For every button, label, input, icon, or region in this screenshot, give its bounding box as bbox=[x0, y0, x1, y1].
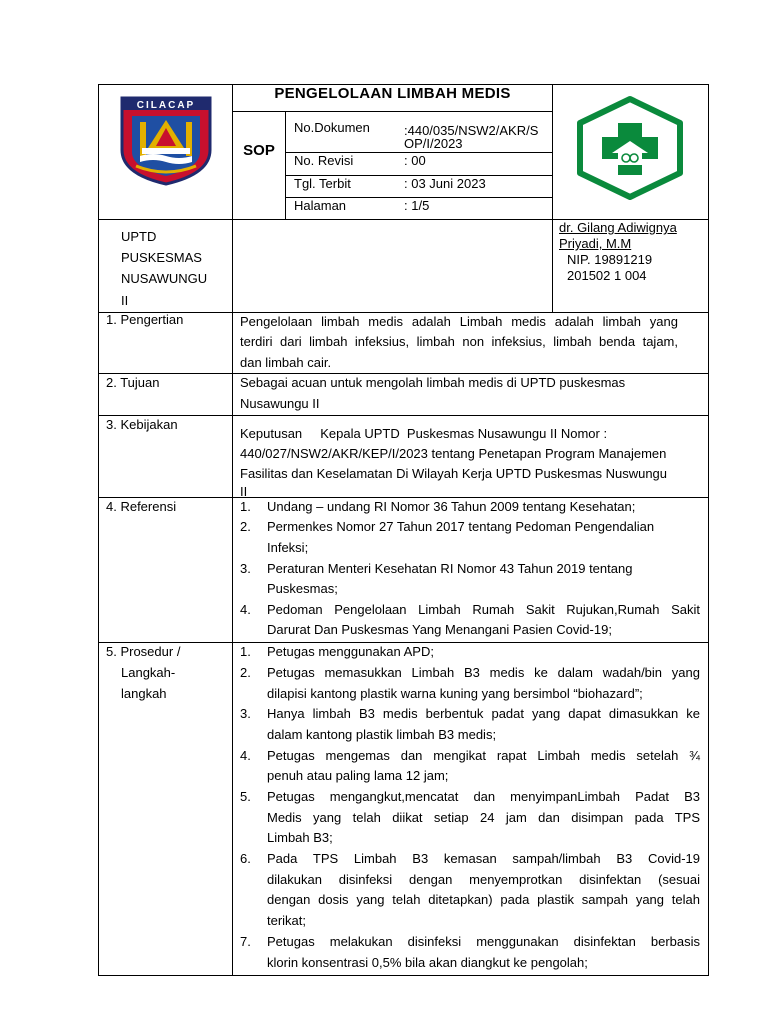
referensi-num-2: 2. bbox=[240, 519, 251, 534]
title-divider bbox=[232, 111, 552, 112]
sop-divider bbox=[285, 111, 286, 219]
pengertian-line-2: terdiri dari limbah infeksius, limbah non infeksius, limbah benda tajam, bbox=[240, 334, 678, 349]
label-tujuan: 2. Tujuan bbox=[106, 375, 160, 390]
doc-label-revisi: No. Revisi bbox=[294, 153, 354, 168]
prosedur-2-line-1: Petugas memasukkan Limbah B3 medis ke dalam wadah/bin yang bbox=[267, 665, 700, 680]
label-kebijakan: 3. Kebijakan bbox=[106, 417, 178, 432]
signer-name-1: dr. Gilang Adiwignya bbox=[559, 220, 677, 235]
doc-label-terbit: Tgl. Terbit bbox=[294, 176, 351, 191]
prosedur-3-line-2: dalam kantong plastik limbah B3 medis; bbox=[267, 727, 497, 742]
referensi-num-1: 1. bbox=[240, 499, 251, 514]
referensi-3-line-1: Peraturan Menteri Kesehatan RI Nomor 43 Tahun 2019 tentang bbox=[267, 561, 633, 576]
doc-label-nomor: No.Dokumen bbox=[294, 120, 370, 135]
logo-column-divider bbox=[552, 84, 553, 312]
page-title: PENGELOLAAN LIMBAH MEDIS bbox=[274, 85, 511, 102]
referensi-1-line-1: Undang – undang RI Nomor 36 Tahun 2009 tentang Kesehatan; bbox=[267, 499, 636, 514]
tujuan-line-2: Nusawungu II bbox=[240, 396, 320, 411]
prosedur-3-line-1: Hanya limbah B3 medis berbentuk padat yang dapat dimasukkan ke bbox=[267, 706, 700, 721]
prosedur-num-2: 2. bbox=[240, 665, 251, 680]
prosedur-6-line-4: terikat; bbox=[267, 913, 307, 928]
signer-nip-1: NIP. 19891219 bbox=[567, 252, 653, 267]
kebijakan-line-4: II bbox=[240, 484, 248, 499]
pengertian-line-1: Pengelolaan limbah medis adalah Limbah medis adalah limbah yang bbox=[240, 314, 678, 329]
doc-value-halaman: : 1/5 bbox=[404, 198, 430, 213]
prosedur-num-5: 5. bbox=[240, 789, 251, 804]
sop-label: SOP bbox=[243, 142, 275, 159]
prosedur-7-line-1: Petugas melakukan disinfeksi menggunakan disinfektan berbasis bbox=[267, 934, 700, 949]
label-column-divider bbox=[232, 84, 233, 976]
org-line-4: II bbox=[121, 293, 129, 308]
prosedur-num-7: 7. bbox=[240, 934, 251, 949]
kebijakan-line-2: 440/027/NSW2/AKR/KEP/I/2023 tentang Penetapan Program Manajemen bbox=[240, 446, 667, 461]
referensi-num-4: 4. bbox=[240, 602, 251, 617]
label-pengertian: 1. Pengertian bbox=[106, 312, 184, 327]
label-prosedur-3: langkah bbox=[121, 686, 167, 701]
pengertian-line-3: dan limbah cair. bbox=[240, 355, 332, 370]
referensi-num-3: 3. bbox=[240, 561, 251, 576]
doc-value-terbit: : 03 Juni 2023 bbox=[404, 176, 486, 191]
doc-label-halaman: Halaman bbox=[294, 198, 347, 213]
prosedur-1-line-1: Petugas menggunakan APD; bbox=[267, 644, 434, 659]
prosedur-6-line-3: dengan dosis yang telah ditetapkan) pada plastik sampah yang telah bbox=[267, 892, 700, 907]
org-line-3: NUSAWUNGU bbox=[121, 271, 208, 286]
prosedur-5-line-3: Limbah B3; bbox=[267, 830, 333, 845]
table-border-right bbox=[708, 84, 709, 976]
prosedur-6-line-2: dilakukan disinfeksi dengan menyemprotkan disinfektan (sesuai bbox=[267, 872, 700, 887]
referensi-2-line-1: Permenkes Nomor 27 Tahun 2017 tentang Pedoman Pengendalian bbox=[267, 519, 655, 534]
referensi-4-line-2: Darurat Dan Puskesmas Yang Menangani Pasien Covid-19; bbox=[267, 622, 612, 637]
prosedur-num-6: 6. bbox=[240, 851, 251, 866]
table-border-bottom bbox=[98, 975, 709, 976]
signer-nip-2: 201502 1 004 bbox=[567, 268, 647, 283]
label-referensi: 4. Referensi bbox=[106, 499, 177, 514]
prosedur-num-3: 3. bbox=[240, 706, 251, 721]
prosedur-5-line-1: Petugas mengangkut,mencatat dan menyimpanLimbah Padat B3 bbox=[267, 789, 700, 804]
kebijakan-line-3: Fasilitas dan Keselamatan Di Wilayah Kerja UPTD Puskesmas Nuswungu bbox=[240, 466, 668, 481]
prosedur-4-line-1: Petugas mengemas dan mengikat rapat Limbah medis setelah ¾ bbox=[267, 748, 700, 763]
doc-value-nomor-1: :440/035/NSW2/AKR/S bbox=[404, 123, 539, 138]
label-prosedur-2: Langkah- bbox=[121, 665, 176, 680]
doc-value-nomor-2: OP/I/2023 bbox=[404, 136, 463, 151]
prosedur-num-4: 4. bbox=[240, 748, 251, 763]
prosedur-num-1: 1. bbox=[240, 644, 251, 659]
cilacap-logo bbox=[118, 94, 214, 186]
doc-value-revisi: : 00 bbox=[404, 153, 426, 168]
table-border-left bbox=[98, 84, 99, 976]
prosedur-4-line-2: penuh atau paling lama 12 jam; bbox=[267, 768, 449, 783]
puskesmas-logo bbox=[572, 95, 688, 201]
prosedur-7-line-2: klorin konsentrasi 0,5% bila akan diangkut ke pengolah; bbox=[267, 955, 588, 970]
section-divider-3 bbox=[98, 415, 709, 416]
referensi-3-line-2: Puskesmas; bbox=[267, 581, 338, 596]
org-line-2: PUSKESMAS bbox=[121, 250, 202, 265]
kebijakan-line-1: Keputusan Kepala UPTD Puskesmas Nusawungu II Nomor : bbox=[240, 426, 608, 441]
org-line-1: UPTD bbox=[121, 229, 157, 244]
label-prosedur-1: 5. Prosedur / bbox=[106, 644, 181, 659]
prosedur-5-line-2: Medis yang telah diikat setiap 24 jam dan disimpan pada TPS bbox=[267, 810, 700, 825]
signer-name-2: Priyadi, M.M bbox=[559, 236, 632, 251]
referensi-2-line-2: Infeksi; bbox=[267, 540, 309, 555]
logo-text: CILACAP bbox=[136, 100, 196, 111]
prosedur-6-line-1: Pada TPS Limbah B3 kemasan sampah/limbah B3 Covid-19 bbox=[267, 851, 700, 866]
referensi-4-line-1: Pedoman Pengelolaan Limbah Rumah Sakit Rujukan,Rumah Sakit bbox=[267, 602, 700, 617]
tujuan-line-1: Sebagai acuan untuk mengolah limbah medis di UPTD puskesmas bbox=[240, 375, 626, 390]
prosedur-2-line-2: dilapisi kantong plastik warna kuning yang bersimbol “biohazard”; bbox=[267, 686, 643, 701]
